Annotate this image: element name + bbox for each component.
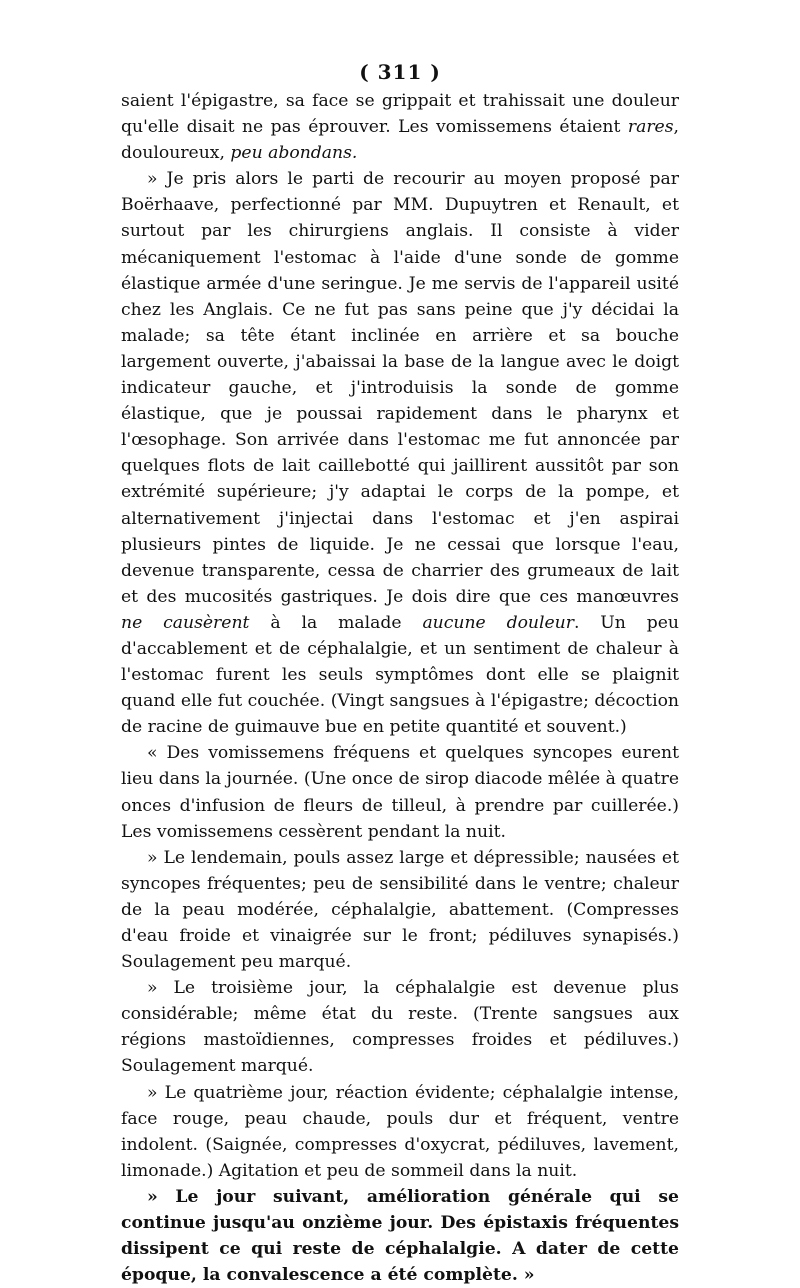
paragraph-fourth-day xyxy=(121,1080,679,1184)
text-run: » Je pris alors le parti de recourir au moyen proposé par Boërhaave, perfectionné par MM. Dupuytren et Renault, et surtout par les chirurgiens anglais. Il consiste à vider mécaniquement l'estomac à l'aide d'une sonde de gomme élastique armée d'une seringue. Je me servis de l'appareil usité chez les Anglais. Ce ne fut pas sans peine que j'y décidai la malade; sa tête étant inclinée en arrière et sa bouche largement ouverte, j'abaissai la base de la langue avec le doigt indicateur gauche, et j'introduisis la sonde de gomme élastique, que je poussai rapidement dans le pharynx et l'œsophage. Son arrivée dans l'estomac me fut annoncée par quelques flots de lait caillebotté qui jaillirent aussitôt par son extrémité supérieure; j'y adaptai le corps de la pompe, et alternativement j'injectai dans l'estomac et j'en aspirai plusieurs pintes de liquide. Je ne cessai que lorsque l'eau, devenue transparente, cessa de charrier des grumeaux de lait et des mucosités gastriques. Je dois dire que ces manœuvres xyxy=(121,169,679,607)
text-run: , douloureux, xyxy=(121,117,679,164)
italic-run: peu abondans. xyxy=(230,143,358,164)
text-run: « Des vomissemens fréquens et quelques syncopes eurent lieu dans la journée. (Une once de sirop diacode mêlée à quatre onces d'infusion de fleurs de tilleul, à prendre par cuillerée.) Les vomissemens cessèrent pendant la nuit. xyxy=(121,743,679,842)
paragraph-next-day xyxy=(121,845,679,975)
text-run: à la malade xyxy=(249,612,423,633)
paragraph-recovery xyxy=(121,1184,679,1288)
paragraph-continuation xyxy=(121,88,679,166)
text-run: » Le quatrième jour, réaction évidente; céphalalgie intense, face rouge, peau chaude, pouls dur et fréquent, ventre indolent. (Saignée, compresses d'oxycrat, pédiluves, lavement, limonade.) Agitation et peu de sommeil dans la nuit. xyxy=(121,1082,679,1181)
text-run: saient l'épigastre, sa face se grippait et trahissait une douleur qu'elle disait ne pas éprouver. Les vomissemens étaient xyxy=(121,91,679,138)
italic-run: rares xyxy=(627,117,674,138)
page-number: ( 311 ) xyxy=(359,60,441,84)
paragraph-third-day xyxy=(121,975,679,1079)
italic-run: ne causèrent xyxy=(121,612,250,633)
paragraph-procedure xyxy=(121,166,679,740)
text-run: . Un peu d'accablement et de céphalalgie, et un sentiment de chaleur à l'estomac furent les seuls symptômes dont elle se plaignit quand elle fut couchée. (Vingt sangsues à l'épigastre; décoction de racine de guimauve bue en petite quantité et souvent.) xyxy=(121,612,679,738)
text-run: » Le jour suivant, amélioration générale qui se continue jusqu'au onzième jour. Des épistaxis fréquentes dissipent ce qui reste de céphalalgie. A dater de cette époque, la convalescence a été complète. » xyxy=(121,1186,679,1286)
body-text xyxy=(121,88,679,1288)
paragraph-same-day xyxy=(121,740,679,844)
text-run: » Le troisième jour, la céphalalgie est devenue plus considérable; même état du reste. (Trente sangsues aux régions mastoïdiennes, compresses froides et pédiluves.) Soulagement marqué. xyxy=(121,978,679,1077)
italic-run: aucune douleur xyxy=(422,612,574,633)
text-run: » Le lendemain, pouls assez large et dépressible; nausées et syncopes fréquentes; peu de sensibilité dans le ventre; chaleur de la peau modérée, céphalalgie, abattement. (Compresses d'eau froide et vinaigrée sur le front; pédiluves synapisés.) Soulagement peu marqué. xyxy=(121,847,679,973)
